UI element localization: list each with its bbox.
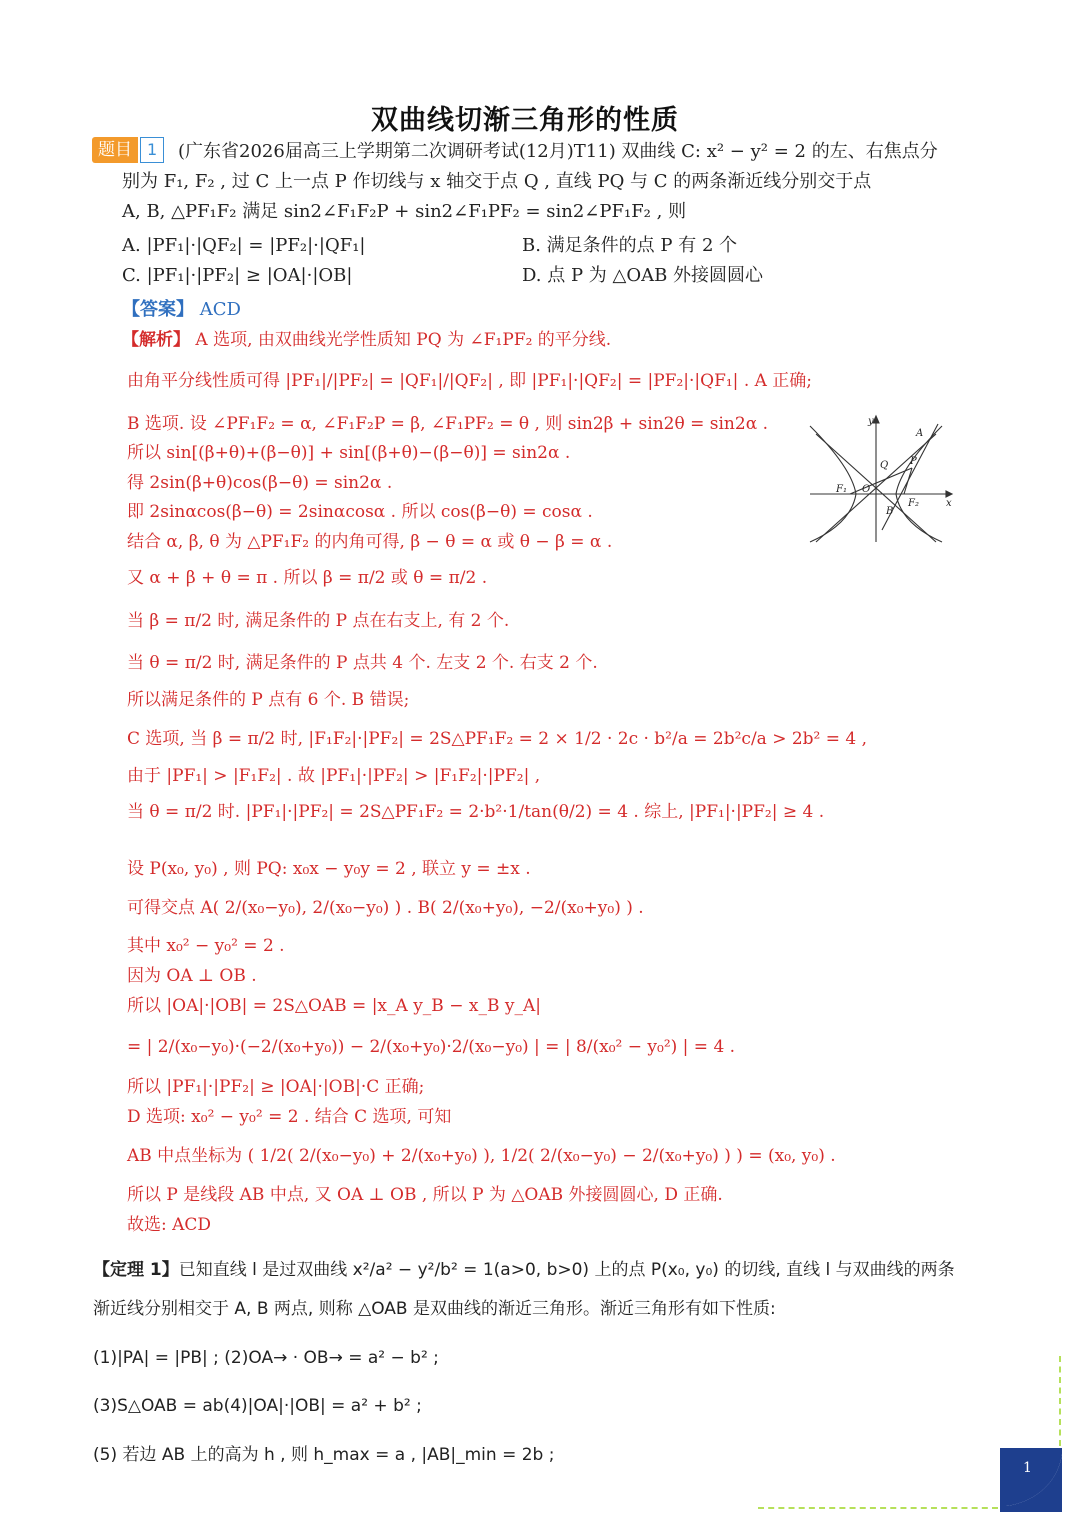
solution-line-13: 由于 |PF₁| > |F₁F₂| . 故 |PF₁|·|PF₂| > |F₁F₂|·|PF₂| ,: [127, 766, 541, 786]
problem-stem-line-3: A, B, △PF₁F₂ 满足 sin2∠F₁F₂P + sin2∠F₁PF₂ = sin2∠PF₁F₂ , 则: [122, 201, 687, 222]
answer-label: 【答案】: [122, 299, 194, 320]
theorem-line-1: [93, 1258, 955, 1282]
solution-line-15: 设 P(x₀, y₀) , 则 PQ: x₀x − y₀y = 2 , 联立 y = ±x .: [127, 859, 531, 879]
corner-dash-horizontal: [758, 1507, 998, 1509]
solution-line-3: B 选项. 设 ∠PF₁F₂ = α, ∠F₁F₂P = β, ∠F₁PF₂ = θ , 则 sin2β + sin2θ = sin2α .: [127, 414, 768, 434]
x-axis-arrow: [946, 491, 952, 497]
y-axis-arrow: [873, 416, 879, 423]
solution-line-12: C 选项, 当 β = π/2 时, |F₁F₂|·|PF₂| = 2S△PF₁F₂ = 2 × 1/2 · 2c · b²/a = 2b²c/a > 2b² = 4 ,: [127, 729, 868, 749]
solution-line-1: [122, 328, 611, 352]
solution-line-17: 其中 x₀² − y₀² = 2 .: [127, 936, 285, 956]
problem-stem-line-2: 别为 F₁, F₂ , 过 C 上一点 P 作切线与 x 轴交于点 Q , 直线 PQ 与 C 的两条渐近线分别交于点: [122, 171, 872, 192]
solution-line-5: 得 2sin(β+θ)cos(β−θ) = sin2α .: [127, 473, 393, 493]
solution-line-9: 当 β = π/2 时, 满足条件的 P 点在右支上, 有 2 个.: [127, 611, 510, 631]
solution-line-10: 当 θ = π/2 时, 满足条件的 P 点共 4 个. 左支 2 个. 右支 2 个.: [127, 653, 598, 673]
label-a: A: [916, 428, 924, 439]
solution-line-11: 所以满足条件的 P 点有 6 个. B 错误;: [127, 690, 410, 710]
solution-line-19: 所以 |OA|·|OB| = 2S△OAB = |x_A y_B − x_B y_A|: [127, 996, 541, 1016]
option-d: D. 点 P 为 △OAB 外接圆圆心: [522, 265, 764, 286]
option-a: A. |PF₁|·|QF₂| = |PF₂|·|QF₁|: [122, 235, 366, 256]
solution-line-24: 所以 P 是线段 AB 中点, 又 OA ⊥ OB , 所以 P 为 △OAB 外接圆圆心, D 正确.: [127, 1185, 723, 1205]
theorem-property-5: (5) 若边 AB 上的高为 h , 则 h_max = a , |AB|_min = 2b ;: [93, 1445, 555, 1465]
theorem-line-2: 渐近线分别相交于 A, B 两点, 则称 △OAB 是双曲线的渐近三角形。渐近三角形有如下性质:: [93, 1299, 776, 1319]
option-c: C. |PF₁|·|PF₂| ≥ |OA|·|OB|: [122, 265, 353, 286]
hyperbola-right-branch: [896, 426, 942, 542]
label-f2: F₂: [908, 498, 919, 509]
solution-line-7: 结合 α, β, θ 为 △PF₁F₂ 的内角可得, β − θ = α 或 θ − β = α .: [127, 532, 613, 552]
answer-value: ACD: [199, 299, 241, 320]
label-f1: F₁: [836, 484, 847, 495]
solution-label: 【解析】: [122, 330, 190, 350]
problem-tag-label: 题目: [92, 137, 138, 163]
label-o: O: [862, 484, 871, 495]
theorem-label: 【定理 1】: [93, 1260, 179, 1280]
solution-line-25: 故选: ACD: [127, 1215, 212, 1235]
problem-tag-number: 1: [140, 137, 164, 163]
solution-line-21: 所以 |PF₁|·|PF₂| ≥ |OA|·|OB|·C 正确;: [127, 1077, 425, 1097]
problem-stem-line-1: (广东省2026届高三上学期第二次调研考试(12月)T11) 双曲线 C: x² − y² = 2 的左、右焦点分: [178, 141, 938, 162]
page-number: 1: [1023, 1460, 1032, 1476]
page-corner-tab: [1000, 1448, 1062, 1512]
solution-line-20: = | 2/(x₀−y₀)·(−2/(x₀+y₀)) − 2/(x₀+y₀)·2/(x₀−y₀) | = | 8/(x₀² − y₀²) | = 4 .: [127, 1037, 736, 1057]
hyperbola-figure: [806, 412, 958, 544]
problem-tag: [92, 136, 164, 164]
solution-line-23: AB 中点坐标为 ( 1/2( 2/(x₀−y₀) + 2/(x₀+y₀) ), 1/2( 2/(x₀−y₀) − 2/(x₀+y₀) ) ) = (x₀, y₀) .: [127, 1146, 836, 1166]
label-p: P: [910, 456, 917, 467]
solution-line-14: 当 θ = π/2 时. |PF₁|·|PF₂| = 2S△PF₁F₂ = 2·b²·1/tan(θ/2) = 4 . 综上, |PF₁|·|PF₂| ≥ 4 .: [127, 802, 825, 822]
solution-line-8: 又 α + β + θ = π . 所以 β = π/2 或 θ = π/2 .: [127, 568, 488, 588]
label-x: x: [946, 498, 952, 509]
solution-line-18: 因为 OA ⊥ OB .: [127, 966, 257, 986]
label-q: Q: [880, 460, 889, 471]
solution-line-22: D 选项: x₀² − y₀² = 2 . 结合 C 选项, 可知: [127, 1107, 452, 1127]
option-b: B. 满足条件的点 P 有 2 个: [522, 235, 738, 256]
solution-line-2: 由角平分线性质可得 |PF₁|/|PF₂| = |QF₁|/|QF₂| , 即 |PF₁|·|QF₂| = |PF₂|·|QF₁| . A 正确;: [127, 371, 813, 391]
theorem-property-3-4: (3)S△OAB = ab(4)|OA|·|OB| = a² + b² ;: [93, 1396, 422, 1416]
label-b: B: [886, 506, 894, 517]
hyperbola-left-branch: [810, 426, 856, 542]
corner-dash-vertical: [1059, 1356, 1061, 1446]
page-title: 双曲线切渐三角形的性质: [371, 105, 679, 136]
solution-line-4: 所以 sin[(β+θ)+(β−θ)] + sin[(β+θ)−(β−θ)] = sin2α .: [127, 443, 571, 463]
solution-line-16: 可得交点 A( 2/(x₀−y₀), 2/(x₀−y₀) ) . B( 2/(x₀+y₀), −2/(x₀+y₀) ) .: [127, 898, 644, 918]
label-y: y: [868, 416, 874, 427]
answer-line: [122, 298, 241, 322]
solution-line-6: 即 2sinαcos(β−θ) = 2sinαcosα . 所以 cos(β−θ) = cosα .: [127, 502, 593, 522]
theorem-property-1-2: (1)|PA| = |PB| ; (2)OA→ · OB→ = a² − b² ;: [93, 1348, 439, 1368]
solution-text: A 选项, 由双曲线光学性质知 PQ 为 ∠F₁PF₂ 的平分线.: [195, 330, 612, 350]
theorem-text: 已知直线 l 是过双曲线 x²/a² − y²/b² = 1(a>0, b>0) 上的点 P(x₀, y₀) 的切线, 直线 l 与双曲线的两条: [178, 1260, 955, 1280]
